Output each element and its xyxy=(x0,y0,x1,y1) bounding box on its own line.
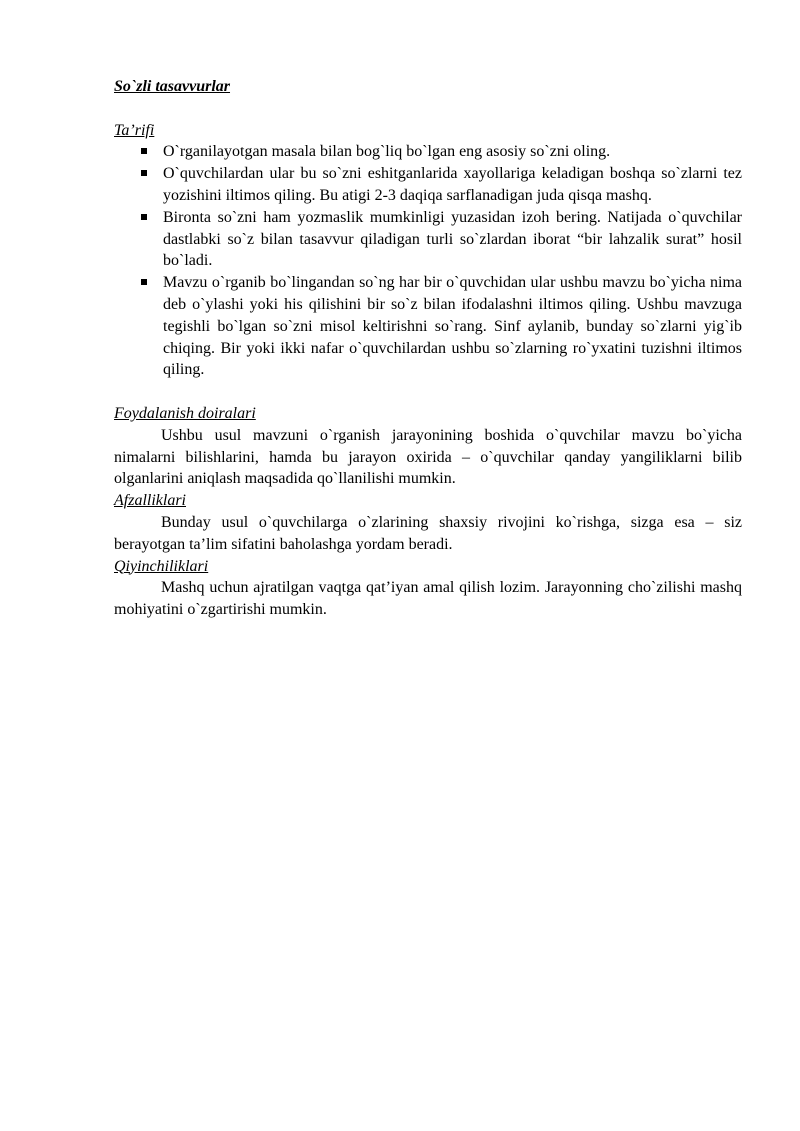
advantages-paragraph: Bunday usul o`quvchilarga o`zlarining shaxsiy rivojini ko`rishga, sizga esa – siz berayotgan ta’lim sifatini baholashga yordam beradi. xyxy=(114,513,742,553)
section-heading-difficulties: Qiyinchiliklari xyxy=(114,557,209,575)
square-bullet-icon xyxy=(141,148,147,154)
list-item-text: O`rganilayotgan masala bilan bog`liq bo`lgan eng asosiy so`zni oling. xyxy=(163,143,611,161)
list-item xyxy=(114,272,742,381)
square-bullet-icon xyxy=(141,170,147,176)
spacer xyxy=(114,381,742,403)
usage-paragraph: Ushbu usul mavzuni o`rganish jarayonining boshida o`quvchilar mavzu bo`yicha nimalarni bilishlarini, hamda bu jarayon oxirida – o`quvchilar qanday yangiliklarni bilib olganlarini aniqlash maqsadida qo`llanilishi mumkin. xyxy=(114,426,742,488)
list-item-text: O`quvchilardan ular bu so`zni eshitganlarida xayollariga keladigan boshqa so`zlarni tez yozishini iltimos qiling. Bu atigi 2-3 daqiqa sarflanadigan juda qisqa mashq. xyxy=(163,165,742,204)
list-item-text: Bironta so`zni ham yozmaslik mumkinligi yuzasidan izoh bering. Natijada o`quvchilar dastlabki so`z bilan tasavvur qiladigan turli so`zlardan iborat “bir lahzalik surat” hosil bo`ladi. xyxy=(163,208,742,270)
spacer xyxy=(114,98,742,120)
section-heading-usage: Foydalanish doiralari xyxy=(114,404,256,422)
document-title: So`zli tasavvurlar xyxy=(114,78,231,95)
definition-list xyxy=(114,141,742,381)
section-heading-definition: Ta’rifi xyxy=(114,121,155,139)
list-item xyxy=(114,163,742,207)
list-item xyxy=(114,207,742,272)
square-bullet-icon xyxy=(141,279,147,285)
section-heading-advantages: Afzalliklari xyxy=(114,492,186,510)
list-item-text: Mavzu o`rganib bo`lingandan so`ng har bir o`quvchidan ular ushbu mavzu bo`yicha nima deb o`ylashi yoki his qilishini bir so`z bilan ifodalashni iltimos qiling. Ushbu mavzuga tegishli bo`lgan so`zni misol keltirishni so`rang. Sinf aylanib, bunday so`zlarni yig`ib chiqing. Bir yoki ikki nafar o`quvchilardan ushbu so`zlarning ro`yxatini tuzishni iltimos qiling. xyxy=(163,274,742,379)
square-bullet-icon xyxy=(141,214,147,220)
list-item xyxy=(114,141,742,163)
document-page xyxy=(114,76,742,621)
difficulties-paragraph: Mashq uchun ajratilgan vaqtga qat’iyan amal qilish lozim. Jarayonning cho`zilishi mashq mohiyatini o`zgartirishi mumkin. xyxy=(114,579,742,619)
